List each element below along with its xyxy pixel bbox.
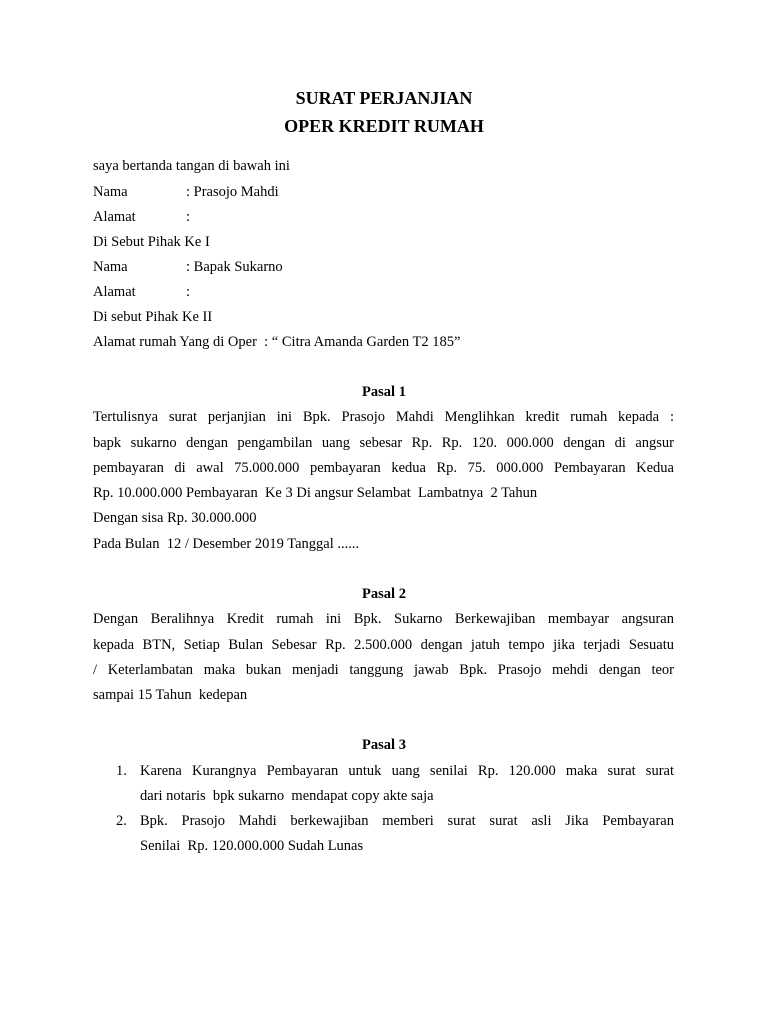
document-title-line2: OPER KREDIT RUMAH	[284, 116, 484, 136]
pasal2-line: kepada BTN, Setiap Bulan Sebesar Rp. 2.500.000 dengan jatuh tempo jika terjadi Sesuatu	[93, 637, 674, 653]
alamat-rumah: Alamat rumah Yang di Oper : “ Citra Amanda Garden T2 185”	[93, 334, 461, 350]
list-item-line1: Karena Kurangnya Pembayaran untuk uang senilai Rp. 120.000 maka surat surat	[140, 763, 674, 779]
pasal2-line: / Keterlambatan maka bukan menjadi tanggung jawab Bpk. Prasojo mehdi dengan teor	[93, 662, 674, 678]
pasal1-sisa: Dengan sisa Rp. 30.000.000	[93, 510, 257, 526]
pihak2-nama-label: Nama	[93, 259, 128, 275]
pihak2-nama-row	[93, 259, 283, 276]
list-number: 1.	[116, 763, 127, 779]
pihak1-alamat-value: :	[186, 209, 191, 225]
document-title-line1: SURAT PERJANJIAN	[295, 88, 473, 108]
pihak2-sebut: Di sebut Pihak Ke II	[93, 309, 213, 325]
pasal1-tanggal: Pada Bulan 12 / Desember 2019 Tanggal ......	[93, 536, 360, 552]
intro-text: saya bertanda tangan di bawah ini	[93, 158, 290, 174]
pasal1-line: pembayaran di awal 75.000.000 pembayaran kedua Rp. 75. 000.000 Pembayaran Kedua	[93, 460, 674, 476]
pihak1-nama-value: : Prasojo Mahdi	[186, 184, 279, 200]
list-item-line2: dari notaris bpk sukarno mendapat copy akte saja	[140, 788, 434, 804]
pasal1-last-line: Rp. 10.000.000 Pembayaran Ke 3 Di angsur Selambat Lambatnya 2 Tahun	[93, 485, 538, 501]
pihak1-nama-label: Nama	[93, 184, 128, 200]
pihak1-sebut: Di Sebut Pihak Ke I	[93, 234, 210, 250]
pasal3-heading: Pasal 3	[362, 737, 406, 753]
pasal1-line: bapk sukarno dengan pengambilan uang sebesar Rp. Rp. 120. 000.000 dengan di angsur	[93, 435, 674, 451]
pasal2-heading: Pasal 2	[362, 586, 406, 602]
pihak1-alamat-row	[93, 209, 190, 226]
pasal1-line: Tertulisnya surat perjanjian ini Bpk. Prasojo Mahdi Menglihkan kredit rumah kepada :	[93, 409, 674, 425]
pihak2-alamat-row	[93, 284, 190, 301]
list-item-line2: Senilai Rp. 120.000.000 Sudah Lunas	[140, 838, 364, 854]
pihak1-nama-row	[93, 184, 279, 201]
list-item-line1: Bpk. Prasojo Mahdi berkewajiban memberi surat surat asli Jika Pembayaran	[140, 813, 674, 829]
pihak1-alamat-label: Alamat	[93, 209, 136, 225]
pasal2-line: Dengan Beralihnya Kredit rumah ini Bpk. Sukarno Berkewajiban membayar angsuran	[93, 611, 674, 627]
list-number: 2.	[116, 813, 127, 829]
pihak2-alamat-label: Alamat	[93, 284, 136, 300]
pasal2-last-line: sampai 15 Tahun kedepan	[93, 687, 248, 703]
pasal1-heading: Pasal 1	[362, 384, 406, 400]
pihak2-nama-value: : Bapak Sukarno	[186, 259, 283, 275]
pihak2-alamat-value: :	[186, 284, 191, 300]
